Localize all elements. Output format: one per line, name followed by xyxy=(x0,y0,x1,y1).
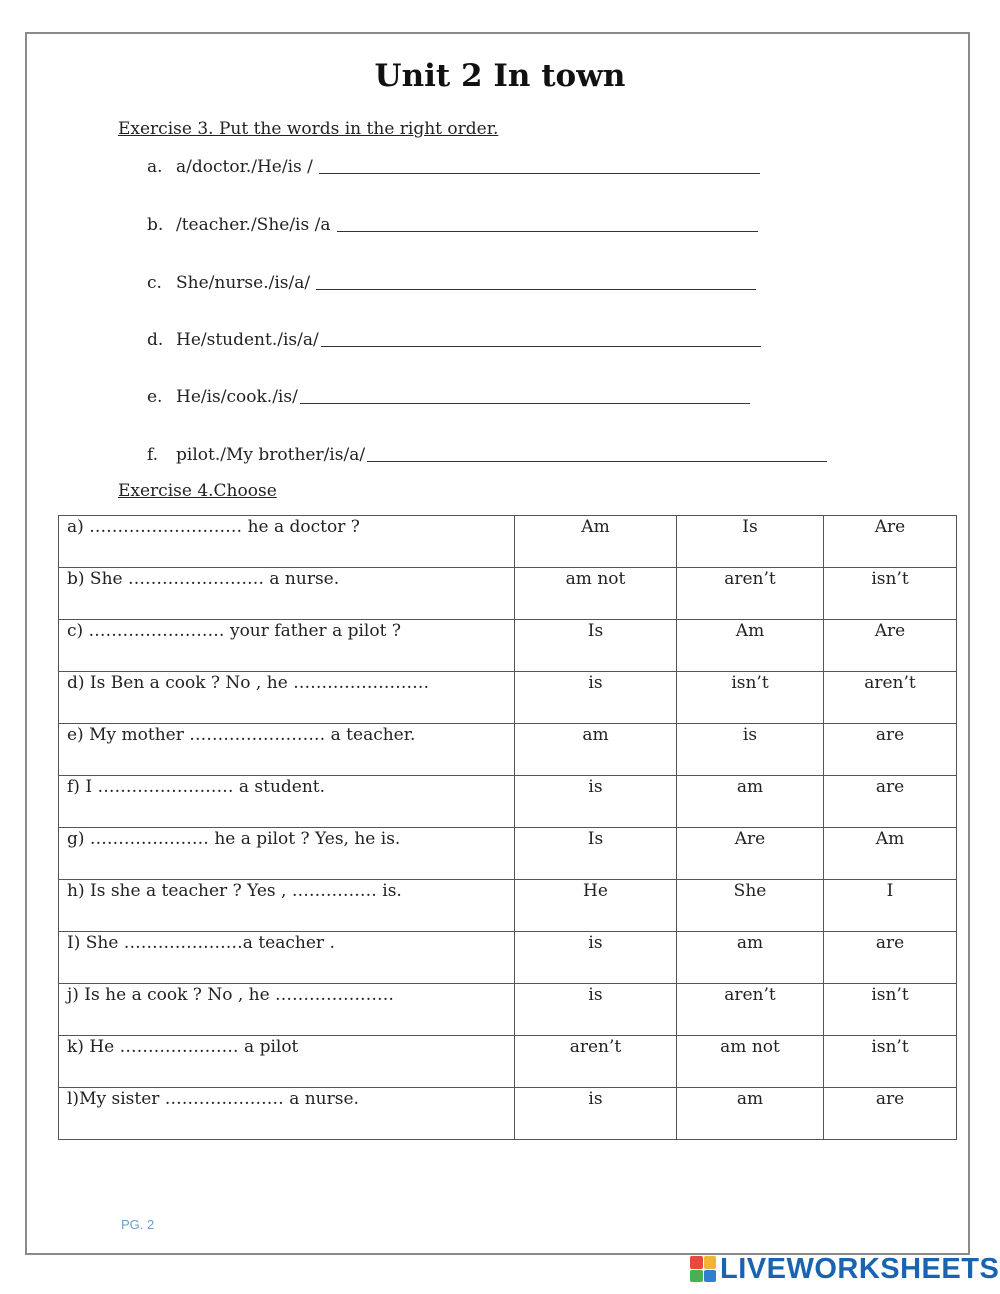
option-3-cell[interactable]: Are xyxy=(824,516,957,568)
option-2-cell[interactable]: Are xyxy=(677,828,824,880)
badge-square xyxy=(690,1256,703,1269)
option-3-cell[interactable]: are xyxy=(824,724,957,776)
option-1-cell[interactable]: am xyxy=(515,724,677,776)
item-letter: a. xyxy=(147,157,163,177)
option-3-cell[interactable]: Are xyxy=(824,620,957,672)
item-text: /teacher./She/is /a xyxy=(176,215,331,235)
option-3-cell[interactable]: aren’t xyxy=(824,672,957,724)
answer-line[interactable] xyxy=(321,345,761,347)
question-cell: h) Is she a teacher ? Yes , …………… is. xyxy=(59,880,515,932)
option-2-cell[interactable]: am not xyxy=(677,1036,824,1088)
page-title: Unit 2 In town xyxy=(374,58,626,94)
exercise-3-item-e xyxy=(147,387,750,407)
item-text: She/nurse./is/a/ xyxy=(176,273,311,293)
item-letter: c. xyxy=(147,273,162,293)
item-text: He/student./is/a/ xyxy=(176,330,319,350)
table-row xyxy=(59,1036,957,1088)
exercise-3-item-d xyxy=(147,330,761,350)
answer-line[interactable] xyxy=(337,230,758,232)
option-1-cell[interactable]: is xyxy=(515,776,677,828)
logo-badge-icon xyxy=(690,1256,716,1282)
question-cell: b) She …………………… a nurse. xyxy=(59,568,515,620)
answer-line[interactable] xyxy=(316,288,756,290)
option-1-cell[interactable]: is xyxy=(515,984,677,1036)
logo-text: LIVEWORKSHEETS xyxy=(720,1252,1000,1285)
table-row xyxy=(59,828,957,880)
item-text: pilot./My brother/is/a/ xyxy=(176,445,366,465)
option-2-cell[interactable]: isn’t xyxy=(677,672,824,724)
item-letter: f. xyxy=(147,445,159,465)
option-3-cell[interactable]: are xyxy=(824,932,957,984)
table-row xyxy=(59,776,957,828)
option-3-cell[interactable]: I xyxy=(824,880,957,932)
option-1-cell[interactable]: Is xyxy=(515,620,677,672)
option-1-cell[interactable]: is xyxy=(515,672,677,724)
item-text: He/is/cook./is/ xyxy=(176,387,298,407)
table-row xyxy=(59,620,957,672)
question-cell: d) Is Ben a cook ? No , he …………………… xyxy=(59,672,515,724)
option-2-cell[interactable]: is xyxy=(677,724,824,776)
table-row xyxy=(59,932,957,984)
badge-square xyxy=(704,1256,717,1269)
table-row xyxy=(59,984,957,1036)
question-cell: I) She …………………a teacher . xyxy=(59,932,515,984)
option-1-cell[interactable]: is xyxy=(515,932,677,984)
option-3-cell[interactable]: isn’t xyxy=(824,984,957,1036)
page-number: PG. 2 xyxy=(121,1217,155,1232)
question-cell: l)My sister ………………… a nurse. xyxy=(59,1088,515,1140)
answer-line[interactable] xyxy=(319,172,760,174)
exercise-3-item-c xyxy=(147,273,756,293)
option-2-cell[interactable]: Am xyxy=(677,620,824,672)
table-row xyxy=(59,724,957,776)
option-1-cell[interactable]: is xyxy=(515,1088,677,1140)
option-3-cell[interactable]: are xyxy=(824,1088,957,1140)
option-3-cell[interactable]: Am xyxy=(824,828,957,880)
item-text: a/doctor./He/is / xyxy=(176,157,313,177)
table-row xyxy=(59,880,957,932)
question-cell: g) ………………… he a pilot ? Yes, he is. xyxy=(59,828,515,880)
option-2-cell[interactable]: aren’t xyxy=(677,568,824,620)
option-2-cell[interactable]: am xyxy=(677,1088,824,1140)
item-letter: b. xyxy=(147,215,164,235)
option-3-cell[interactable]: are xyxy=(824,776,957,828)
question-cell: c) …………………… your father a pilot ? xyxy=(59,620,515,672)
answer-line[interactable] xyxy=(367,460,827,462)
option-1-cell[interactable]: He xyxy=(515,880,677,932)
exercise-3-item-a xyxy=(147,157,760,177)
answer-line[interactable] xyxy=(300,402,750,404)
option-2-cell[interactable]: am xyxy=(677,932,824,984)
table-row xyxy=(59,516,957,568)
liveworksheets-logo xyxy=(690,1254,999,1284)
option-2-cell[interactable]: am xyxy=(677,776,824,828)
option-3-cell[interactable]: isn’t xyxy=(824,568,957,620)
badge-square xyxy=(690,1270,703,1283)
option-1-cell[interactable]: Is xyxy=(515,828,677,880)
choose-table xyxy=(58,515,957,1140)
option-3-cell[interactable]: isn’t xyxy=(824,1036,957,1088)
table-row xyxy=(59,672,957,724)
option-2-cell[interactable]: aren’t xyxy=(677,984,824,1036)
question-cell: j) Is he a cook ? No , he ………………… xyxy=(59,984,515,1036)
exercise-3-item-f xyxy=(147,445,827,465)
question-cell: k) He ………………… a pilot xyxy=(59,1036,515,1088)
question-cell: f) I …………………… a student. xyxy=(59,776,515,828)
item-letter: d. xyxy=(147,330,164,350)
option-2-cell[interactable]: Is xyxy=(677,516,824,568)
question-cell: e) My mother …………………… a teacher. xyxy=(59,724,515,776)
exercise-4-heading: Exercise 4.Choose xyxy=(118,481,277,501)
option-1-cell[interactable]: Am xyxy=(515,516,677,568)
table-row xyxy=(59,1088,957,1140)
exercise-3-item-b xyxy=(147,215,758,235)
question-cell: a) ……………………… he a doctor ? xyxy=(59,516,515,568)
option-1-cell[interactable]: aren’t xyxy=(515,1036,677,1088)
item-letter: e. xyxy=(147,387,163,407)
option-1-cell[interactable]: am not xyxy=(515,568,677,620)
option-2-cell[interactable]: She xyxy=(677,880,824,932)
table-row xyxy=(59,568,957,620)
badge-square xyxy=(704,1270,717,1283)
exercise-3-heading: Exercise 3. Put the words in the right order. xyxy=(118,119,499,139)
